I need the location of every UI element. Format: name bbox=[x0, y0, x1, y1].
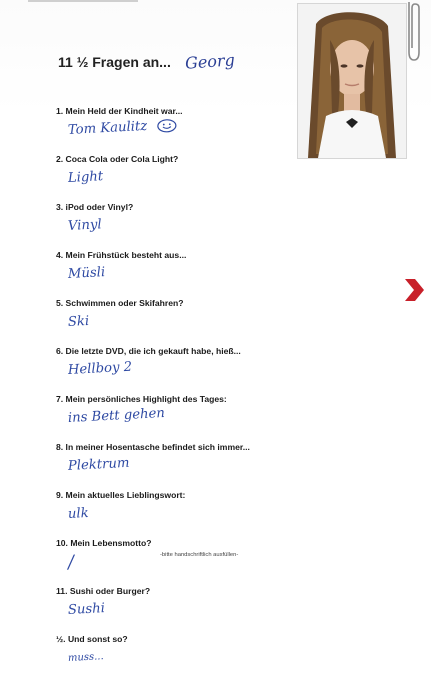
answer-half: muss... bbox=[67, 651, 104, 664]
portrait-photo bbox=[297, 3, 407, 159]
paperclip-icon bbox=[403, 0, 423, 64]
question-3: 3. iPod oder Vinyl? bbox=[56, 202, 134, 212]
question-7: 7. Mein persönliches Highlight des Tages: bbox=[56, 394, 227, 404]
chevron-right-icon[interactable] bbox=[402, 277, 425, 303]
answer-8: Plektrum bbox=[67, 455, 130, 474]
question-1: 1. Mein Held der Kindheit war... bbox=[56, 106, 183, 116]
footer-note: -bitte handschriftlich ausfüllen- bbox=[160, 552, 239, 558]
question-4: 4. Mein Frühstück besteht aus... bbox=[56, 250, 187, 260]
title-row bbox=[58, 52, 235, 71]
answer-4: Müsli bbox=[67, 265, 106, 282]
answer-2: Light bbox=[67, 169, 104, 186]
question-8: 8. In meiner Hosentasche befindet sich immer... bbox=[56, 442, 250, 452]
answer-5: Ski bbox=[67, 313, 90, 330]
question-2: 2. Coca Cola oder Cola Light? bbox=[56, 154, 179, 164]
handwritten-name: Georg bbox=[184, 50, 236, 73]
question-11: 11. Sushi oder Burger? bbox=[56, 586, 151, 596]
answer-9: ulk bbox=[67, 505, 90, 522]
questions-list bbox=[56, 106, 306, 682]
answer-10: / bbox=[67, 551, 75, 573]
question-10: 10. Mein Lebensmotto? bbox=[56, 538, 152, 548]
answer-7: ins Bett gehen bbox=[67, 405, 166, 426]
question-half: ½. Und sonst so? bbox=[56, 634, 128, 644]
answer-6: Hellboy 2 bbox=[67, 359, 133, 378]
question-5: 5. Schwimmen oder Skifahren? bbox=[56, 298, 184, 308]
answer-1: Tom Kaulitz bbox=[67, 108, 306, 142]
answer-11: Sushi bbox=[67, 601, 106, 618]
smiley-icon bbox=[156, 118, 177, 133]
question-6: 6. Die letzte DVD, die ich gekauft habe, hieß... bbox=[56, 346, 241, 356]
question-9: 9. Mein aktuelles Lieblingswort: bbox=[56, 490, 186, 500]
answer-3: Vinyl bbox=[67, 217, 102, 234]
top-rule bbox=[28, 0, 138, 2]
page-title: 11 ½ Fragen an... bbox=[58, 54, 171, 70]
